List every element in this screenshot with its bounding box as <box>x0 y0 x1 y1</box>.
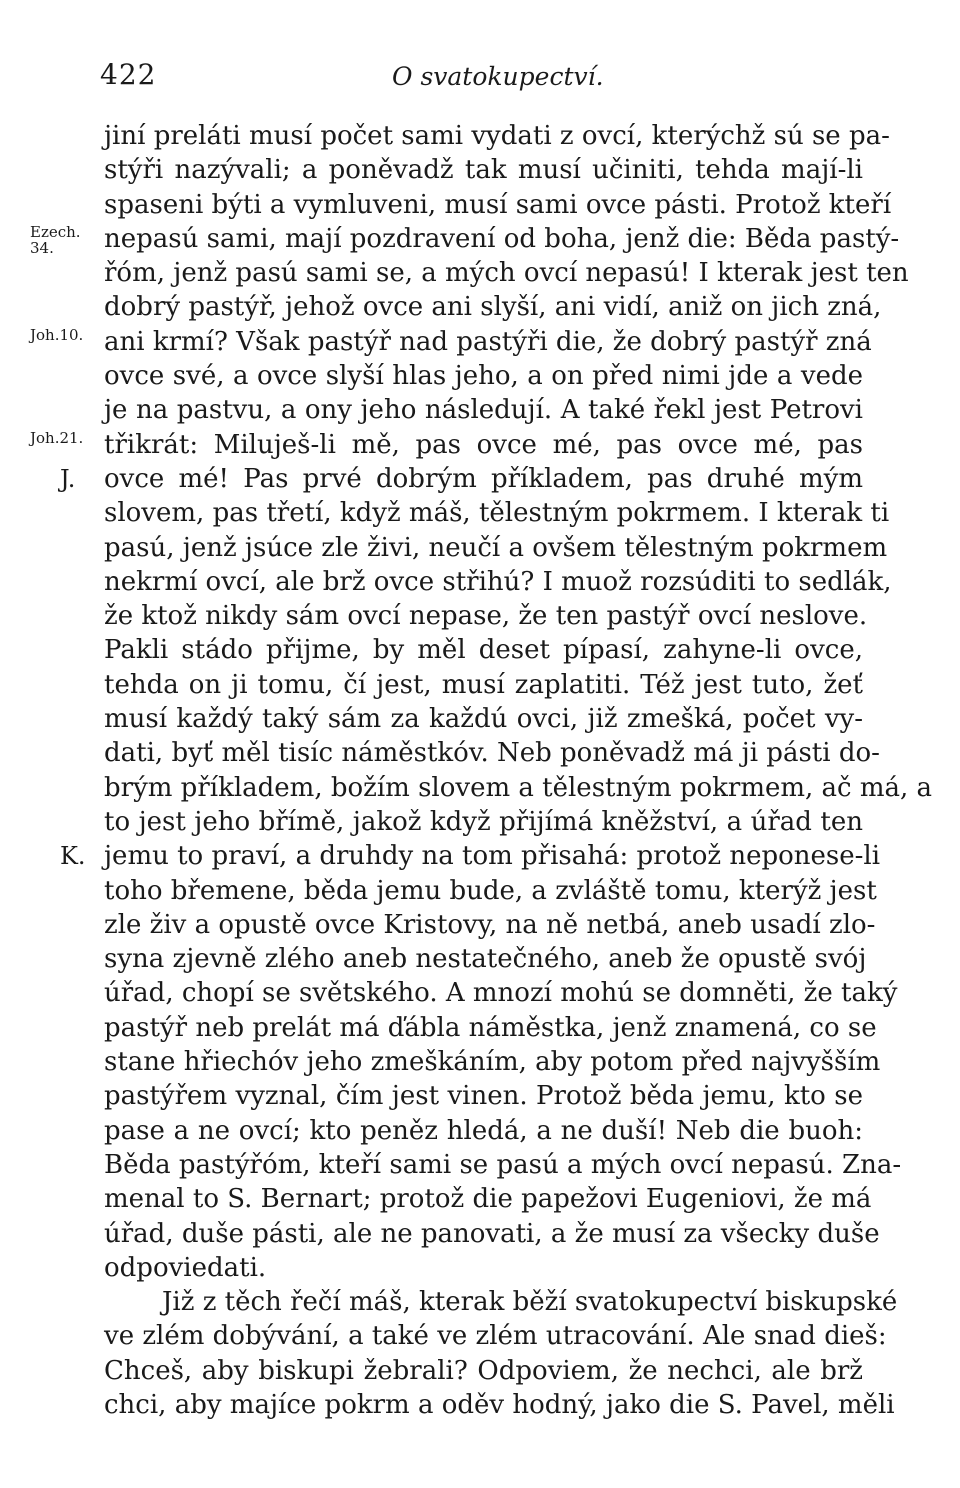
text-line <box>0 119 960 153</box>
text-line <box>0 805 960 839</box>
text-line <box>0 874 960 908</box>
page-header <box>0 58 960 98</box>
text-line <box>0 428 960 462</box>
line-text: jiní preláti musí počet sami vydati z ovcí, kterýchž sú se pa- <box>104 121 890 151</box>
margin-reference: Joh.10. <box>30 325 84 344</box>
text-line <box>0 1388 960 1422</box>
text-line <box>0 702 960 736</box>
line-text: ani krmí? Však pastýř nad pastýři die, že dobrý pastýř zná <box>104 326 872 357</box>
margin-letter: J. <box>60 464 76 493</box>
text-line <box>0 1182 960 1216</box>
text-line <box>0 1079 960 1113</box>
line-text: musí každý taký sám za každú ovci, již zmešká, počet vy- <box>104 704 863 735</box>
line-text: chci, aby majíce pokrm a oděv hodný, jako die S. Pavel, měli <box>104 1389 895 1420</box>
line-text: brým příkladem, božím slovem a tělestným pokrmem, ač má, a <box>104 772 933 803</box>
line-text: že ktož nikdy sám ovcí nepase, že ten pastýř ovcí neslove. <box>104 601 868 632</box>
line-text: to jest jeho břímě, jakož když přijímá kněžství, a úřad ten <box>104 806 863 837</box>
text-line <box>0 531 960 565</box>
text-line <box>0 325 960 359</box>
text-line <box>0 1217 960 1251</box>
margin-reference: Ezech. 34. <box>30 222 81 257</box>
text-line <box>0 256 960 290</box>
text-line <box>0 1045 960 1079</box>
text-line <box>0 668 960 702</box>
text-line <box>0 976 960 1010</box>
line-text: pase a ne ovcí; kto peněz hledá, a ne duší! Neb die buoh: <box>104 1115 863 1146</box>
line-text: úřad, chopí se světského. A mnozí mohú se domněti, že taký <box>104 978 898 1009</box>
body-text <box>0 119 960 1422</box>
text-line <box>0 153 960 187</box>
text-line <box>0 188 960 222</box>
line-text: dobrý pastýř, jehož ovce ani slyší, ani vidí, aniž on jich zná, <box>104 292 882 323</box>
line-text: slovem, pas třetí, když máš, tělestným pokrmem. I kterak ti <box>104 498 890 529</box>
line-text: menal to S. Bernart; protož die papežovi Eugeniovi, že má <box>104 1184 872 1215</box>
text-line <box>0 1251 960 1285</box>
line-text: tehda on ji tomu, čí jest, musí zaplatiti. Též jest tuto, žeť <box>104 669 863 700</box>
text-line <box>0 1114 960 1148</box>
margin-letter: K. <box>60 842 86 871</box>
line-text: toho břemene, běda jemu bude, a zvláště tomu, kterýž jest <box>104 875 877 906</box>
running-title: O svatokupectví. <box>392 62 604 91</box>
text-line <box>0 1285 960 1319</box>
line-text: pastýř neb prelát má ďábla náměstka, jenž znamená, co se <box>104 1012 877 1043</box>
line-text: spaseni býti a vymluveni, musí sami ovce pásti. Protož kteří <box>104 189 892 220</box>
page-number: 422 <box>100 58 157 91</box>
line-text: Chceš, aby biskupi žebrali? Odpoviem, že nechci, ale brž <box>104 1355 863 1386</box>
line-text: stýři nazývali; a poněvadž tak musí učiniti, tehda mají-li <box>104 155 863 186</box>
margin-reference: Joh.21. <box>30 428 84 447</box>
text-line <box>0 771 960 805</box>
line-text: dati, byť měl tisíc náměstkóv. Neb poněvadž má ji pásti do- <box>104 738 880 769</box>
line-text: ovce mé! Pas prvé dobrým příkladem, pas druhé mým <box>104 463 863 494</box>
line-text: nepasú sami, mají pozdravení od boha, jenž die: Běda pastý- <box>104 223 900 254</box>
line-text: úřad, duše pásti, ale ne panovati, a že musí za všecky duše <box>104 1218 880 1249</box>
line-text: ovce své, a ovce slyší hlas jeho, a on před nimi jde a vede <box>104 361 863 392</box>
text-line <box>0 839 960 873</box>
text-line <box>0 942 960 976</box>
line-text: pasú, jenž jsúce zle živi, neučí a ovšem tělestným pokrmem <box>104 532 888 563</box>
line-text: je na pastvu, a ony jeho následují. A také řekl jest Petrovi <box>104 395 863 426</box>
line-text: nekrmí ovcí, ale brž ovce střihú? I muož rozsúditi to sedlák, <box>104 566 892 597</box>
line-text: jemu to praví, a druhdy na tom přisahá: protož neponese-li <box>104 841 881 872</box>
text-line <box>0 633 960 667</box>
line-text: syna zjevně zlého aneb nestatečného, aneb že opustě svój <box>104 944 867 975</box>
line-text: zle živ a opustě ovce Kristovy, na ně netbá, aneb usadí zlo- <box>104 909 876 940</box>
text-line <box>0 1319 960 1353</box>
line-text: pastýřem vyznal, čím jest vinen. Protož běda jemu, kto se <box>104 1081 863 1112</box>
line-text: stane hřiechóv jeho zmeškáním, aby potom před najvyšším <box>104 1047 881 1078</box>
text-line <box>0 908 960 942</box>
line-text: třikrát: Miluješ-li mě, pas ovce mé, pas ovce mé, pas <box>104 429 863 460</box>
line-text: Pakli stádo přijme, by měl deset pípasí, zahyne-li ovce, <box>104 635 863 666</box>
text-line <box>0 565 960 599</box>
text-line <box>0 1354 960 1388</box>
line-text: řóm, jenž pasú sami se, a mých ovcí nepasú! I kterak jest ten <box>104 258 909 289</box>
text-line <box>0 736 960 770</box>
line-text: odpoviedati. <box>104 1252 267 1283</box>
text-line <box>0 462 960 496</box>
text-line <box>0 1011 960 1045</box>
text-line <box>0 393 960 427</box>
text-line <box>0 496 960 530</box>
text-line <box>0 222 960 256</box>
text-line <box>0 1148 960 1182</box>
text-line <box>0 290 960 324</box>
text-line <box>0 359 960 393</box>
line-text: Běda pastýřóm, kteří sami se pasú a mých ovcí nepasú. Zna- <box>104 1149 902 1180</box>
line-text: ve zlém dobývání, a také ve zlém utracování. Ale snad dieš: <box>104 1321 887 1352</box>
line-text: Již z těch řečí máš, kterak běží svatokupectví biskupské <box>162 1287 898 1318</box>
text-line <box>0 599 960 633</box>
